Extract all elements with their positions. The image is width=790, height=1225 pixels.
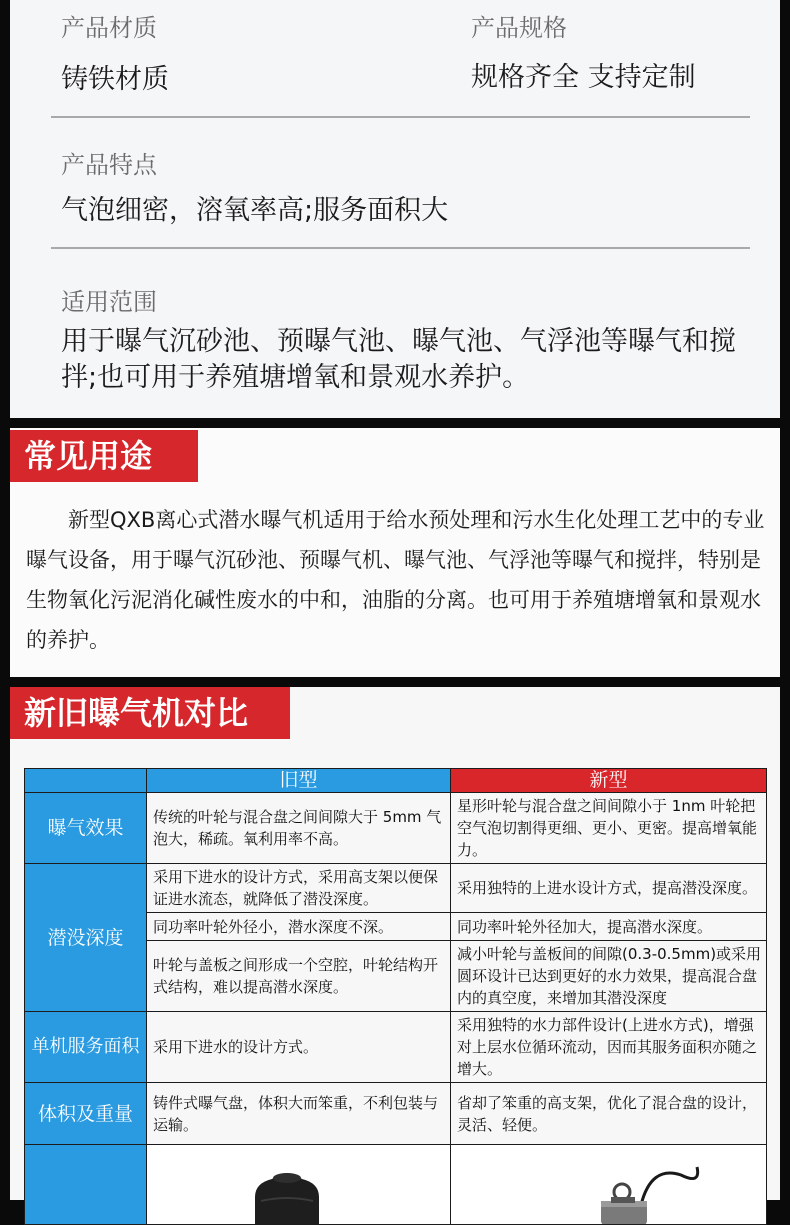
col-new-header: 新型 — [451, 769, 767, 793]
scope-label: 适用范围 — [61, 288, 157, 316]
new-cell: 采用独特的水力部件设计(上进水方式)，增强对上层水位循环流动，因而其服务面积亦随之增大。 — [451, 1012, 767, 1083]
row-head — [25, 1145, 147, 1225]
new-cell: 减小叶轮与盖板间的间隙(0.3-0.5mm)或采用圆环设计已达到更好的水力效果，提高混合盘内的真空度，来增加其潜没深度 — [451, 941, 767, 1012]
new-product-image-cell — [451, 1145, 767, 1225]
old-cell: 同功率叶轮外径小，潜水深度不深。 — [147, 913, 451, 941]
table-corner — [25, 769, 147, 793]
new-aerator-image — [451, 1145, 763, 1225]
compare-table — [24, 768, 767, 1225]
feature-label: 产品特点 — [61, 151, 157, 179]
new-cell: 采用独特的上进水设计方式，提高潜没深度。 — [451, 864, 767, 913]
compare-panel — [10, 687, 780, 1200]
old-cell: 采用下进水的设计方式。 — [147, 1012, 451, 1083]
row-head: 单机服务面积 — [25, 1012, 147, 1083]
usage-text: 新型QXB离心式潜水曝气机适用于给水预处理和污水生化处理工艺中的专业曝气设备，用于曝气沉砂池、预曝气机、曝气池、气浮池等曝气和搅拌，特别是生物氧化污泥消化碱性废水的中和，油脂的分离。也可用于养殖塘增氧和景观水的养护。 — [26, 508, 765, 652]
compare-title: 新旧曝气机对比 — [10, 687, 290, 739]
col-old-header: 旧型 — [147, 769, 451, 793]
material-value: 铸铁材质 — [61, 64, 169, 95]
table-row — [25, 1083, 767, 1145]
new-cell: 星形叶轮与混合盘之间间隙小于 1nm 叶轮把空气泡切割得更细、更小、更密。提高增氧能力。 — [451, 793, 767, 864]
product-specs-panel — [10, 0, 780, 418]
spec-value: 规格齐全 支持定制 — [471, 62, 696, 93]
table-row — [25, 1012, 767, 1083]
material-label: 产品材质 — [61, 14, 157, 42]
scope-value: 用于曝气沉砂池、预曝气池、曝气池、气浮池等曝气和搅拌;也可用于养殖塘增氧和景观水养护。 — [61, 326, 736, 393]
usage-title: 常见用途 — [10, 430, 198, 482]
row-head: 潜没深度 — [25, 864, 147, 1012]
divider — [51, 116, 750, 118]
old-product-image-cell — [147, 1145, 451, 1225]
old-cell: 铸件式曝气盘，体积大而笨重，不利包装与运输。 — [147, 1083, 451, 1145]
divider — [51, 247, 750, 249]
table-row — [25, 864, 767, 913]
usage-panel — [10, 428, 780, 677]
row-head: 曝气效果 — [25, 793, 147, 864]
old-cell: 传统的叶轮与混合盘之间间隙大于 5mm 气泡大，稀疏。氧利用率不高。 — [147, 793, 451, 864]
table-row — [25, 793, 767, 864]
spec-label: 产品规格 — [471, 14, 567, 42]
row-head: 体积及重量 — [25, 1083, 147, 1145]
table-header-row — [25, 769, 767, 793]
usage-paragraph — [26, 500, 774, 660]
new-cell: 省却了笨重的高支架，优化了混合盘的设计，灵活、轻便。 — [451, 1083, 767, 1145]
old-cell: 采用下进水的设计方式，采用高支架以便保证进水流态，就降低了潜没深度。 — [147, 864, 451, 913]
feature-value: 气泡细密，溶氧率高;服务面积大 — [61, 195, 449, 226]
old-aerator-image — [147, 1145, 447, 1225]
old-cell: 叶轮与盖板之间形成一个空腔，叶轮结构开式结构，难以提高潜水深度。 — [147, 941, 451, 1012]
table-row — [25, 1145, 767, 1225]
new-cell: 同功率叶轮外径加大，提高潜水深度。 — [451, 913, 767, 941]
